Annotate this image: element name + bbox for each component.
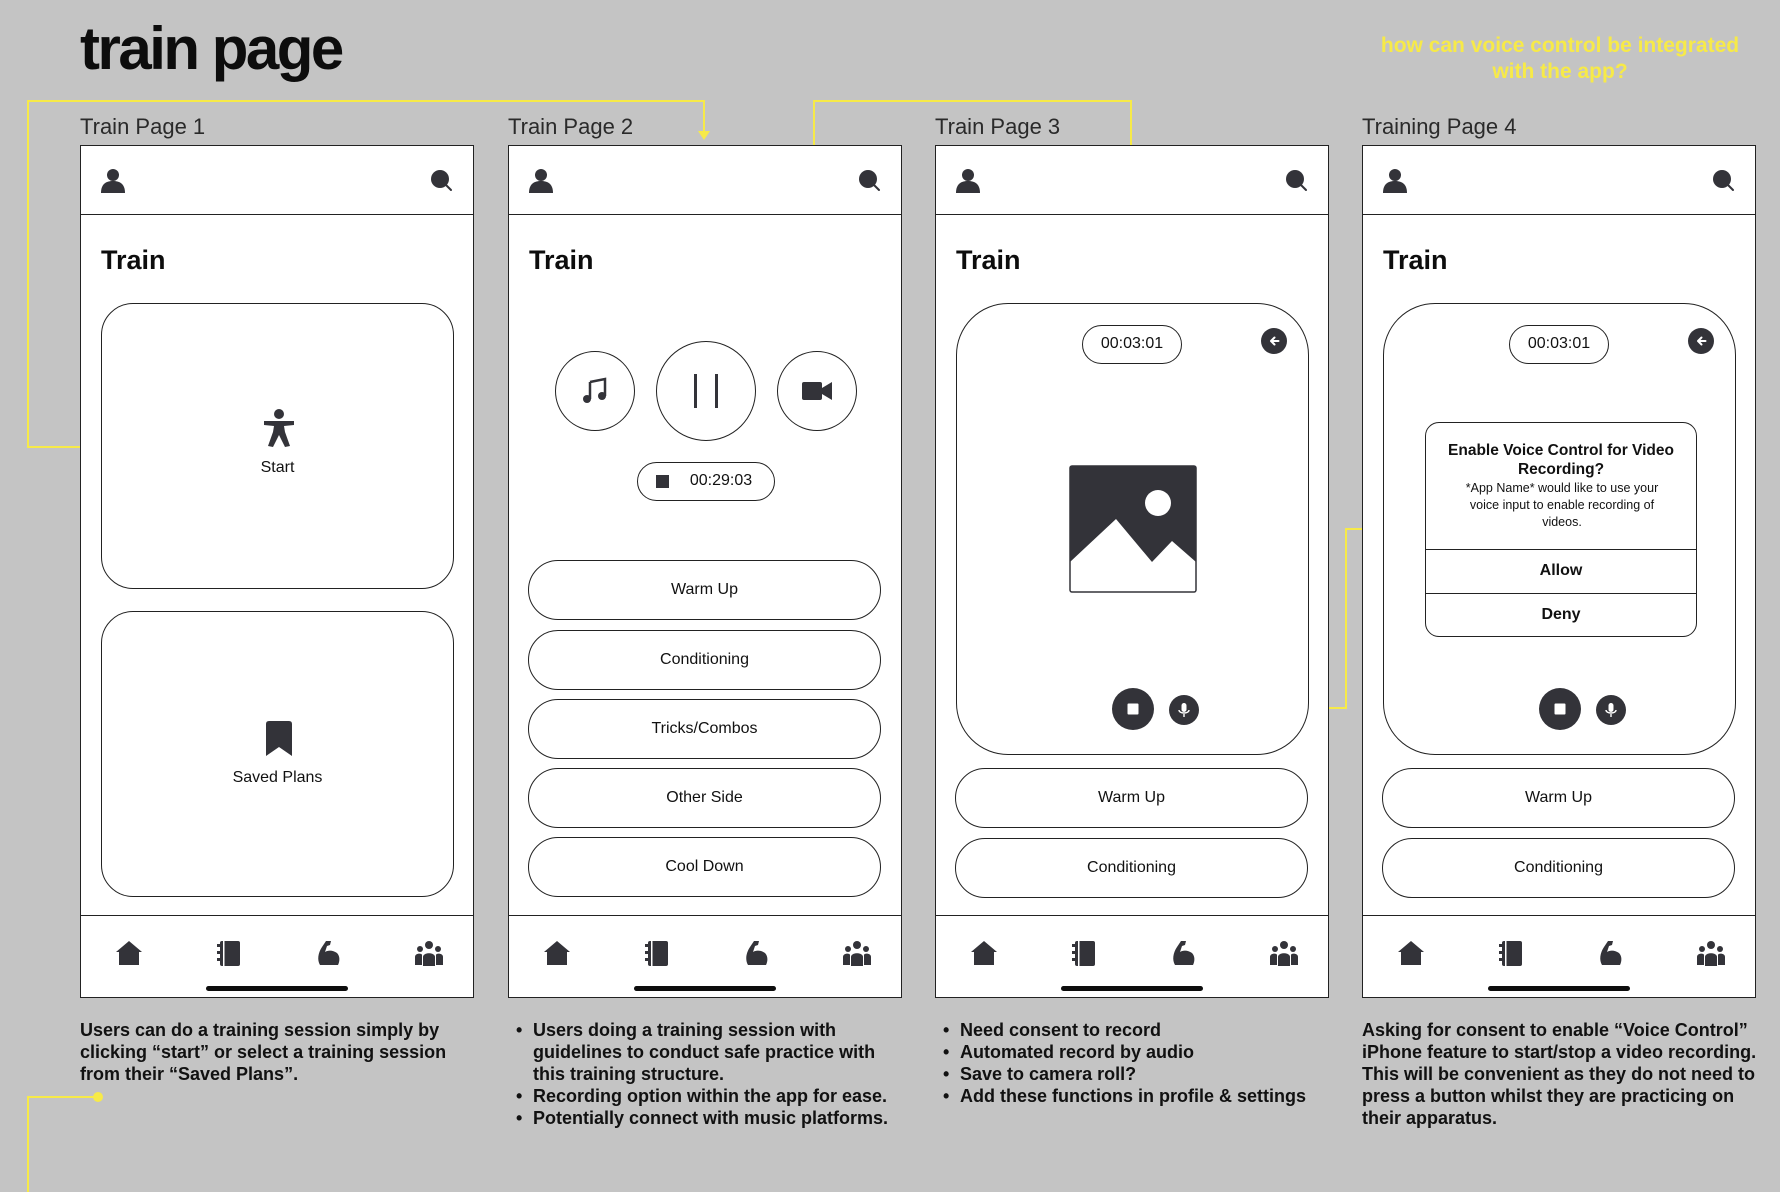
bookmark-icon <box>264 721 294 757</box>
top-bar <box>1363 146 1755 215</box>
bottom-nav-bar <box>81 915 473 997</box>
voice-control-button[interactable] <box>1596 695 1626 725</box>
bottom-nav-bar <box>936 915 1328 997</box>
muscle-arm-icon[interactable] <box>313 938 343 968</box>
saved-plans-label: Saved Plans <box>232 769 323 786</box>
group-icon[interactable] <box>1696 938 1726 968</box>
session-timer <box>637 462 775 501</box>
home-indicator <box>1061 986 1203 991</box>
note-item: • Add these functions in profile & settings <box>942 1085 1342 1107</box>
screen-label: Train Page 1 <box>80 114 206 139</box>
phone-train-page-3 <box>935 145 1329 998</box>
conditioning-button[interactable]: Conditioning <box>1382 838 1735 898</box>
home-icon[interactable] <box>114 938 144 968</box>
connector-to-next-section <box>28 1097 98 1192</box>
search-icon[interactable] <box>1284 168 1308 192</box>
notebook-icon[interactable] <box>642 938 672 968</box>
stop-icon[interactable] <box>656 475 669 488</box>
back-arrow-icon <box>1268 335 1281 347</box>
screen-heading: Train <box>529 245 594 275</box>
user-icon[interactable] <box>100 167 126 193</box>
image-placeholder-icon <box>1069 465 1197 593</box>
connector-arrowhead <box>698 131 710 140</box>
phone-training-page-4 <box>1362 145 1756 998</box>
top-bar <box>509 146 901 215</box>
start-label: Start <box>260 459 295 476</box>
conditioning-button[interactable]: Conditioning <box>955 838 1308 898</box>
top-bar <box>81 146 473 215</box>
timer-text: 00:29:03 <box>689 472 753 489</box>
voice-control-button[interactable] <box>1169 695 1199 725</box>
screen-3-notes <box>942 1019 1342 1107</box>
back-button[interactable] <box>1261 328 1287 354</box>
video-camera-icon <box>802 381 832 401</box>
start-card[interactable] <box>101 303 454 589</box>
note-item: • Users doing a training session with guidelines to conduct safe practice with this training structure. <box>515 1019 910 1085</box>
microphone-icon <box>1604 703 1618 717</box>
pause-button[interactable] <box>656 341 756 441</box>
bottom-nav-bar <box>509 915 901 997</box>
music-note-icon <box>581 377 609 405</box>
user-icon[interactable] <box>1382 167 1408 193</box>
recording-timer: 00:03:01 <box>1509 325 1609 364</box>
search-icon[interactable] <box>429 168 453 192</box>
stop-record-button[interactable] <box>1112 688 1154 730</box>
deny-button[interactable]: Deny <box>1426 593 1696 637</box>
home-icon[interactable] <box>1396 938 1426 968</box>
warm-up-button[interactable]: Warm Up <box>528 560 881 620</box>
group-icon[interactable] <box>842 938 872 968</box>
connector-dot <box>93 1092 103 1102</box>
other-side-button[interactable]: Other Side <box>528 768 881 828</box>
notebook-icon[interactable] <box>1496 938 1526 968</box>
screen-label: Train Page 3 <box>935 114 1061 139</box>
warm-up-button[interactable]: Warm Up <box>1382 768 1735 828</box>
notebook-icon[interactable] <box>1069 938 1099 968</box>
note-item: • Save to camera roll? <box>942 1063 1342 1085</box>
back-button[interactable] <box>1688 328 1714 354</box>
screen-2-notes <box>515 1019 910 1129</box>
microphone-icon <box>1177 703 1191 717</box>
note-item: • Automated record by audio <box>942 1041 1342 1063</box>
user-icon[interactable] <box>955 167 981 193</box>
warm-up-button[interactable]: Warm Up <box>955 768 1308 828</box>
tricks-combos-button[interactable]: Tricks/Combos <box>528 699 881 759</box>
stop-icon <box>1128 704 1139 715</box>
stop-icon <box>1555 704 1566 715</box>
video-record-button[interactable] <box>777 351 857 431</box>
notebook-icon[interactable] <box>214 938 244 968</box>
screen-heading: Train <box>1383 245 1448 275</box>
screen-label: Training Page 4 <box>1362 114 1517 139</box>
muscle-arm-icon[interactable] <box>1595 938 1625 968</box>
home-icon[interactable] <box>969 938 999 968</box>
search-icon[interactable] <box>857 168 881 192</box>
back-arrow-icon <box>1695 335 1708 347</box>
note-item: • Potentially connect with music platforms. <box>515 1107 910 1129</box>
video-preview-frame <box>956 303 1309 755</box>
recording-timer: 00:03:01 <box>1082 325 1182 364</box>
note-item: • Recording option within the app for ease. <box>515 1085 910 1107</box>
voice-control-permission-dialog <box>1425 422 1697 637</box>
phone-train-page-1 <box>80 145 474 998</box>
group-icon[interactable] <box>414 938 444 968</box>
screen-heading: Train <box>101 245 166 275</box>
note-item: • Need consent to record <box>942 1019 1342 1041</box>
search-icon[interactable] <box>1711 168 1735 192</box>
person-figure-icon <box>261 408 297 448</box>
muscle-arm-icon[interactable] <box>1168 938 1198 968</box>
home-indicator <box>206 986 348 991</box>
page-title: train page <box>80 15 342 82</box>
home-icon[interactable] <box>542 938 572 968</box>
screen-1-note: Users can do a training session simply by clicking “start” or select a training session from their “Saved Plans”. <box>80 1020 447 1084</box>
music-button[interactable] <box>555 351 635 431</box>
conditioning-button[interactable]: Conditioning <box>528 630 881 690</box>
bottom-nav-bar <box>1363 915 1755 997</box>
dialog-title: Enable Voice Control for Video Recording? <box>1448 442 1674 478</box>
phone-train-page-2 <box>508 145 902 998</box>
pause-icon <box>691 374 721 408</box>
design-question: how can voice control be integrated with the app? <box>1380 34 1740 83</box>
allow-button[interactable]: Allow <box>1426 549 1696 593</box>
muscle-arm-icon[interactable] <box>741 938 771 968</box>
screen-4-note: Asking for consent to enable “Voice Control” iPhone feature to start/stop a video recording. This will be convenient as they do not need to press a button whilst they are practicing on their apparatus. <box>1362 1020 1757 1128</box>
dialog-message: *App Name* would like to use your voice input to enable recording of videos. <box>1465 481 1659 529</box>
group-icon[interactable] <box>1269 938 1299 968</box>
screen-heading: Train <box>956 245 1021 275</box>
saved-plans-card[interactable] <box>101 611 454 897</box>
screen-label: Train Page 2 <box>508 114 634 139</box>
cool-down-button[interactable]: Cool Down <box>528 837 881 897</box>
home-indicator <box>1488 986 1630 991</box>
stop-record-button[interactable] <box>1539 688 1581 730</box>
user-icon[interactable] <box>528 167 554 193</box>
home-indicator <box>634 986 776 991</box>
top-bar <box>936 146 1328 215</box>
